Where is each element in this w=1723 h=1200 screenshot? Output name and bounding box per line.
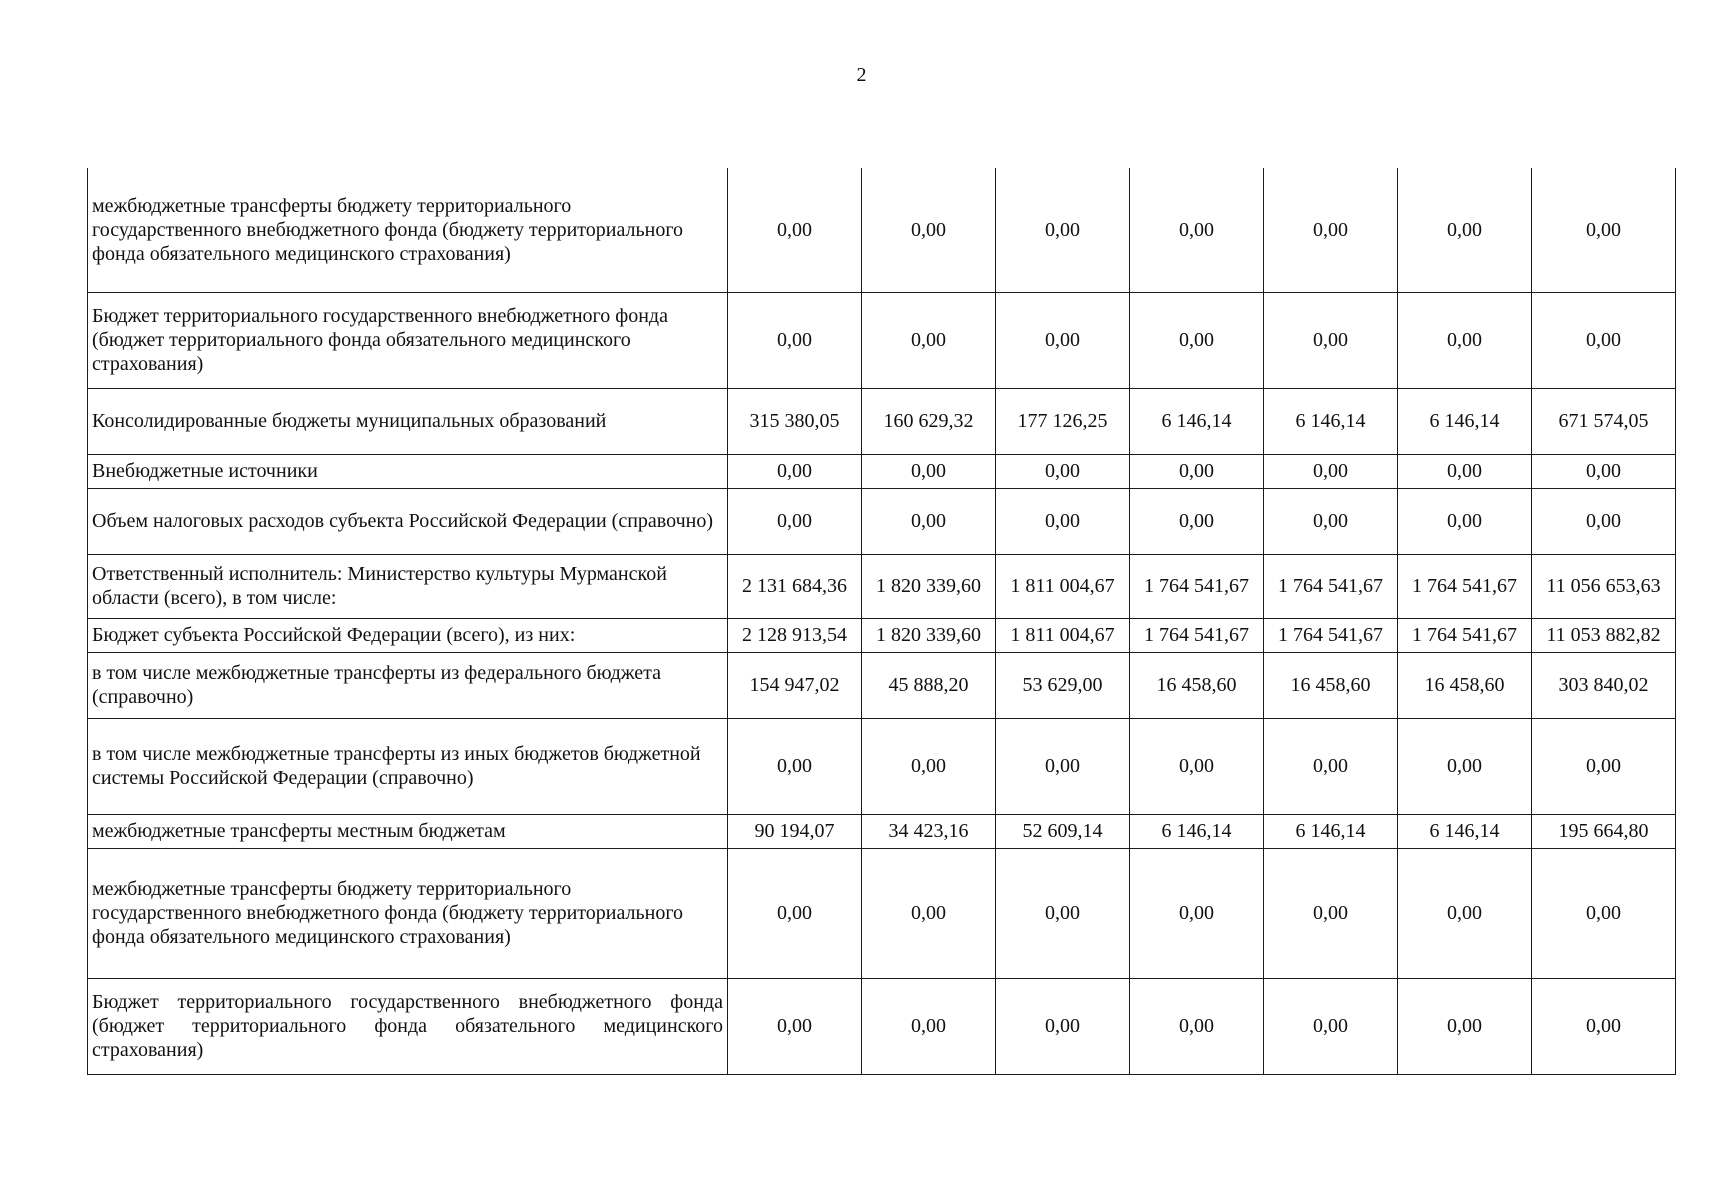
row-label: межбюджетные трансферты местным бюджетам <box>88 814 728 848</box>
value-cell: 0,00 <box>1130 978 1264 1074</box>
budget-table <box>87 168 1676 1075</box>
value-cell: 0,00 <box>1398 168 1532 292</box>
value-cell: 90 194,07 <box>728 814 862 848</box>
value-cell: 6 146,14 <box>1264 814 1398 848</box>
value-cell: 0,00 <box>996 168 1130 292</box>
value-cell: 0,00 <box>1532 848 1676 978</box>
table-row <box>88 978 1676 1074</box>
table-row <box>88 814 1676 848</box>
value-cell: 0,00 <box>1130 292 1264 388</box>
table-row <box>88 454 1676 488</box>
value-cell: 6 146,14 <box>1398 814 1532 848</box>
value-cell: 0,00 <box>996 718 1130 814</box>
value-cell: 0,00 <box>1398 454 1532 488</box>
value-cell: 0,00 <box>1130 168 1264 292</box>
value-cell: 0,00 <box>996 848 1130 978</box>
value-cell: 315 380,05 <box>728 388 862 454</box>
value-cell: 1 820 339,60 <box>862 618 996 652</box>
value-cell: 0,00 <box>1130 718 1264 814</box>
page-number: 2 <box>856 64 867 86</box>
row-label: Объем налоговых расходов субъекта Российской Федерации (справочно) <box>88 488 728 554</box>
table-row <box>88 618 1676 652</box>
value-cell: 0,00 <box>996 292 1130 388</box>
value-cell: 0,00 <box>996 978 1130 1074</box>
value-cell: 0,00 <box>1532 168 1676 292</box>
value-cell: 6 146,14 <box>1130 814 1264 848</box>
value-cell: 160 629,32 <box>862 388 996 454</box>
value-cell: 2 131 684,36 <box>728 554 862 618</box>
row-label: Ответственный исполнитель: Министерство культуры Мурманской области (всего), в том числе: <box>88 554 728 618</box>
value-cell: 0,00 <box>1532 488 1676 554</box>
value-cell: 1 764 541,67 <box>1130 554 1264 618</box>
table-body <box>88 168 1676 1074</box>
value-cell: 1 764 541,67 <box>1264 618 1398 652</box>
value-cell: 0,00 <box>862 168 996 292</box>
value-cell: 0,00 <box>1264 454 1398 488</box>
value-cell: 0,00 <box>728 488 862 554</box>
row-label: Внебюджетные источники <box>88 454 728 488</box>
value-cell: 0,00 <box>728 168 862 292</box>
value-cell: 0,00 <box>1130 454 1264 488</box>
value-cell: 0,00 <box>1264 848 1398 978</box>
value-cell: 6 146,14 <box>1264 388 1398 454</box>
row-label: межбюджетные трансферты бюджету территориального государственного внебюджетного фонда (бюджету территориального фонда обязательного медицинского страхования) <box>88 168 728 292</box>
value-cell: 6 146,14 <box>1130 388 1264 454</box>
value-cell: 0,00 <box>1264 718 1398 814</box>
value-cell: 1 811 004,67 <box>996 618 1130 652</box>
value-cell: 0,00 <box>1130 848 1264 978</box>
value-cell: 0,00 <box>1532 292 1676 388</box>
value-cell: 1 820 339,60 <box>862 554 996 618</box>
value-cell: 0,00 <box>1398 848 1532 978</box>
value-cell: 0,00 <box>728 848 862 978</box>
value-cell: 0,00 <box>1264 168 1398 292</box>
table-row <box>88 292 1676 388</box>
value-cell: 0,00 <box>1398 978 1532 1074</box>
row-label: в том числе межбюджетные трансферты из федерального бюджета (справочно) <box>88 652 728 718</box>
row-label: в том числе межбюджетные трансферты из иных бюджетов бюджетной системы Российской Федерации (справочно) <box>88 718 728 814</box>
value-cell: 11 053 882,82 <box>1532 618 1676 652</box>
value-cell: 16 458,60 <box>1398 652 1532 718</box>
value-cell: 16 458,60 <box>1130 652 1264 718</box>
value-cell: 671 574,05 <box>1532 388 1676 454</box>
row-label: Бюджет субъекта Российской Федерации (всего), из них: <box>88 618 728 652</box>
value-cell: 0,00 <box>728 292 862 388</box>
value-cell: 0,00 <box>862 718 996 814</box>
value-cell: 1 764 541,67 <box>1264 554 1398 618</box>
value-cell: 45 888,20 <box>862 652 996 718</box>
value-cell: 0,00 <box>862 978 996 1074</box>
value-cell: 0,00 <box>862 292 996 388</box>
value-cell: 0,00 <box>1532 978 1676 1074</box>
value-cell: 0,00 <box>728 454 862 488</box>
value-cell: 0,00 <box>996 454 1130 488</box>
value-cell: 2 128 913,54 <box>728 618 862 652</box>
row-label: Консолидированные бюджеты муниципальных образований <box>88 388 728 454</box>
row-label: Бюджет территориального государственного внебюджетного фонда (бюджет территориального фонда обязательного медицинского страхования) <box>88 978 728 1074</box>
value-cell: 11 056 653,63 <box>1532 554 1676 618</box>
value-cell: 0,00 <box>1532 718 1676 814</box>
table-row <box>88 848 1676 978</box>
value-cell: 0,00 <box>1264 292 1398 388</box>
value-cell: 52 609,14 <box>996 814 1130 848</box>
table-row <box>88 168 1676 292</box>
value-cell: 16 458,60 <box>1264 652 1398 718</box>
row-label: межбюджетные трансферты бюджету территориального государственного внебюджетного фонда (бюджету территориального фонда обязательного медицинского страхования) <box>88 848 728 978</box>
value-cell: 1 811 004,67 <box>996 554 1130 618</box>
table-row <box>88 718 1676 814</box>
row-label: Бюджет территориального государственного внебюджетного фонда (бюджет территориального фонда обязательного медицинского страхования) <box>88 292 728 388</box>
value-cell: 0,00 <box>1398 718 1532 814</box>
value-cell: 0,00 <box>996 488 1130 554</box>
table-row <box>88 652 1676 718</box>
value-cell: 0,00 <box>862 488 996 554</box>
table-row <box>88 388 1676 454</box>
value-cell: 195 664,80 <box>1532 814 1676 848</box>
value-cell: 34 423,16 <box>862 814 996 848</box>
value-cell: 303 840,02 <box>1532 652 1676 718</box>
value-cell: 177 126,25 <box>996 388 1130 454</box>
value-cell: 53 629,00 <box>996 652 1130 718</box>
value-cell: 154 947,02 <box>728 652 862 718</box>
value-cell: 1 764 541,67 <box>1398 618 1532 652</box>
table-row <box>88 554 1676 618</box>
value-cell: 1 764 541,67 <box>1398 554 1532 618</box>
value-cell: 0,00 <box>1130 488 1264 554</box>
value-cell: 6 146,14 <box>1398 388 1532 454</box>
value-cell: 0,00 <box>728 718 862 814</box>
value-cell: 0,00 <box>728 978 862 1074</box>
value-cell: 0,00 <box>1264 978 1398 1074</box>
value-cell: 0,00 <box>1264 488 1398 554</box>
value-cell: 0,00 <box>1532 454 1676 488</box>
table-row <box>88 488 1676 554</box>
value-cell: 0,00 <box>862 848 996 978</box>
value-cell: 0,00 <box>862 454 996 488</box>
value-cell: 0,00 <box>1398 488 1532 554</box>
value-cell: 0,00 <box>1398 292 1532 388</box>
value-cell: 1 764 541,67 <box>1130 618 1264 652</box>
